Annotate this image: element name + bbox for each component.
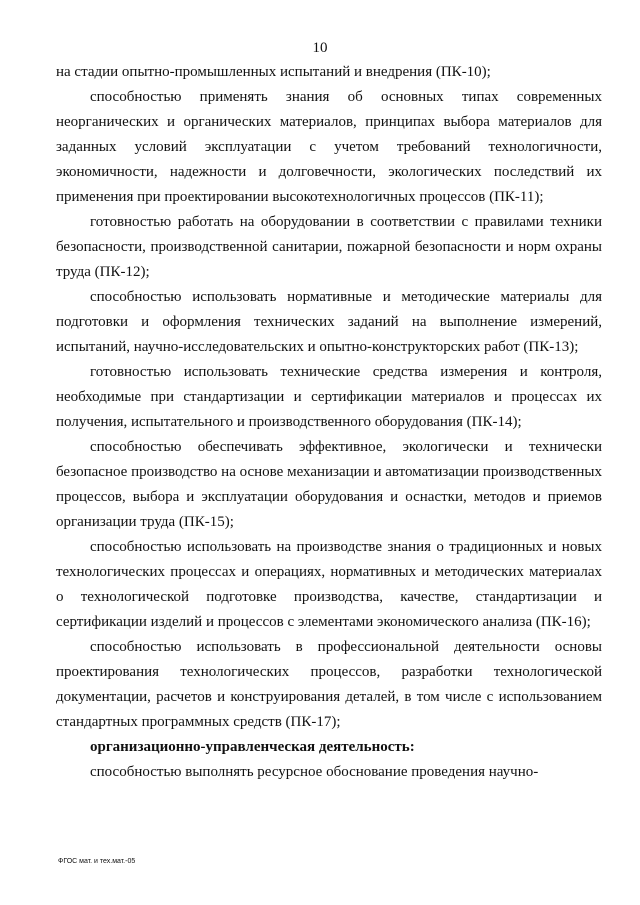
paragraph-continuation: на стадии опытно-промышленных испытаний и внедрения (ПК-10); — [56, 64, 491, 80]
page-footer: ФГОС мат. и тех.мат.-05 — [58, 858, 136, 865]
paragraph-pk-16: способностью использовать на производстве знания о традиционных и новых технологических процессах и операциях, нормативных и методических материалах о технологической подготовке производства, качестве, стандартизации и сертификации изделий и процессов с элементами экономического анализа (ПК-16); — [56, 539, 602, 630]
paragraph-pk-13: способностью использовать нормативные и методические материалы для подготовки и оформления технических заданий на выполнение измерений, испытаний, научно-исследовательских и опытно-конструкторских работ (ПК-13); — [56, 289, 602, 355]
paragraph-pk-14: готовностью использовать технические средства измерения и контроля, необходимые при стандартизации и сертификации материалов и процессах их получения, испытательного и производственного оборудования (ПК-14); — [56, 364, 602, 430]
paragraph-pk-11: способностью применять знания об основных типах современных неорганических и органических материалов, принципах выбора материалов для заданных условий эксплуатации с учетом требований технологичности, экономичности, надежности и долговечности, экологических последствий их применения при проектировании высокотехнологичных процессов (ПК-11); — [56, 89, 602, 205]
paragraph-pk-15: способностью обеспечивать эффективное, экологически и технически безопасное производство на основе механизации и автоматизации производственных процессов, выбора и эксплуатации оборудования и оснастки, методов и приемов организации труда (ПК-15); — [56, 439, 602, 530]
paragraph-resource-justification: способностью выполнять ресурсное обоснование проведения научно- — [90, 764, 539, 780]
section-heading: организационно-управленческая деятельность: — [90, 739, 415, 755]
paragraph-pk-12: готовностью работать на оборудовании в соответствии с правилами техники безопасности, производственной санитарии, пожарной безопасности и норм охраны труда (ПК-12); — [56, 214, 602, 280]
document-body — [56, 60, 602, 785]
page-number: 10 — [312, 40, 328, 56]
paragraph-pk-17: способностью использовать в профессиональной деятельности основы проектирования технологических процессов, разработки технологической документации, расчетов и конструирования деталей, в том числе с использованием стандартных программных средств (ПК-17); — [56, 639, 602, 730]
